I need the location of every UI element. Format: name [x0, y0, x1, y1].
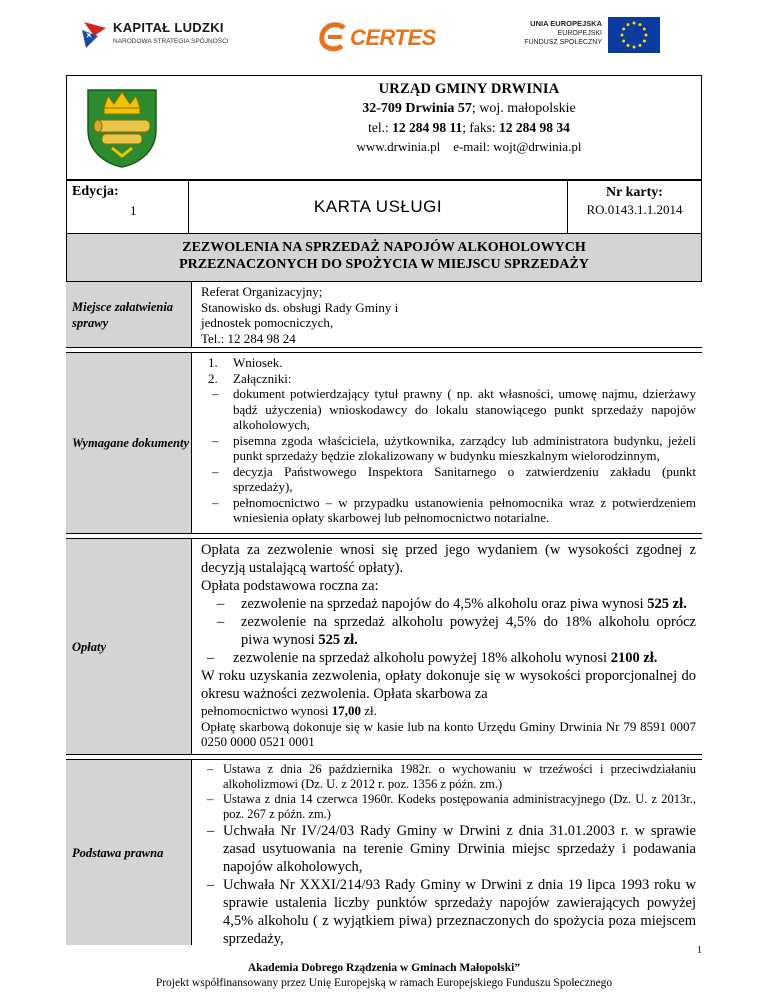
- dash-bullet: –: [217, 614, 225, 630]
- legal-text: Ustawa z dnia 26 października 1982r. o wychowaniu w trzeźwości i przeciwdziałaniu alkoholizmowi (Dz. U. z 2012 r. poz. 1356 z późn. zm.): [223, 762, 696, 791]
- office-header: [66, 75, 702, 180]
- fax-number: 12 284 98 34: [499, 120, 570, 135]
- row-legal: [66, 759, 702, 945]
- list-item: [201, 613, 696, 649]
- certes-logo: [318, 22, 436, 52]
- fees-basic: Opłata podstawowa roczna za:: [201, 578, 379, 594]
- card-number-label: Nr karty:: [606, 185, 663, 200]
- eu-line3: FUNDUSZ SPOŁECZNY: [524, 39, 602, 46]
- tel-number: 12 284 98 11: [392, 120, 463, 135]
- certes-mark-icon: [318, 22, 348, 52]
- stamp-text: pełnomocnictwo wynosi: [201, 703, 332, 718]
- legal-text: Ustawa z dnia 14 czerwca 1960r. Kodeks postępowania administracyjnego (Dz. U. z 2013r., poz. 267 z późn. zm.): [223, 792, 696, 821]
- fee-amount: 2100 zł.: [610, 650, 658, 666]
- place-content: [192, 282, 702, 347]
- documents-label: Wymagane dokumenty: [66, 353, 192, 533]
- service-title: [66, 234, 702, 282]
- list-item: [201, 371, 696, 387]
- service-title-line2: PRZEZNACZONYCH DO SPOŻYCIA W MIEJSCU SPRZEDAŻY: [179, 257, 589, 272]
- list-number: 2.: [208, 370, 218, 386]
- fee-text: zezwolenie na sprzedaż alkoholu powyżej 4,5% do 18% alkoholu oprócz piwa wynosi: [241, 614, 696, 648]
- legal-list: [201, 762, 696, 822]
- list-item: [201, 762, 696, 792]
- eu-line2: EUROPEJSKI: [557, 30, 602, 37]
- dash-bullet: –: [217, 596, 225, 612]
- legal-label: Podstawa prawna: [66, 760, 192, 945]
- card-number-cell: [567, 181, 701, 233]
- service-details: [66, 282, 702, 945]
- fees-proportional: W roku uzyskania zezwolenia, opłaty dokonuje się w wysokości proporcjonalnej do okresu ważności zezwolenia. Opłata skarbowa za: [201, 668, 696, 702]
- office-address-bold: 32-709 Drwinia 57: [362, 101, 472, 116]
- dash-bullet: –: [207, 650, 215, 666]
- email[interactable]: e-mail: wojt@drwinia.pl: [453, 139, 582, 154]
- website[interactable]: www.drwinia.pl: [356, 139, 441, 154]
- list-item-text: decyzja Państwowego Inspektora Sanitarnego o zatwierdzeniu zakładu (punkt sprzedaży),: [233, 463, 696, 494]
- dash-bullet: –: [212, 463, 219, 479]
- kapital-ludzki-logo: [80, 18, 230, 54]
- kapital-ludzki-flag-icon: [80, 20, 108, 50]
- office-name: URZĄD GMINY DRWINIA: [378, 81, 560, 97]
- list-item: [201, 464, 696, 495]
- dash-bullet: –: [212, 432, 219, 448]
- place-label: Miejsce załatwienia sprawy: [66, 282, 192, 347]
- coat-of-arms-icon: [82, 86, 162, 168]
- service-title-line1: ZEZWOLENIA NA SPRZEDAŻ NAPOJÓW ALKOHOLOWYCH: [182, 240, 586, 255]
- list-number: 1.: [208, 355, 218, 370]
- kapital-ludzki-subtitle: NARODOWA STRATEGIA SPÓJNOŚCI: [113, 38, 229, 45]
- list-item: [201, 792, 696, 822]
- footer-project-name: Akademia Dobrego Rządzenia w Gminach Małopolski”: [247, 962, 521, 974]
- dash-bullet: –: [207, 877, 215, 893]
- card-number-value: RO.0143.1.1.2014: [586, 202, 683, 217]
- fees-label: Opłaty: [66, 539, 192, 754]
- list-item-text: pełnomocnictwo – w przypadku ustanowienia pełnomocnika wraz z potwierdzeniem wniesienia opłaty skarbowej lub pełnomocnictwo notarialne.: [233, 494, 696, 525]
- card-info-row: [66, 180, 702, 234]
- stamp-amount: 17,00: [331, 703, 361, 718]
- page-number: 1: [697, 945, 702, 956]
- list-item: [201, 595, 696, 613]
- dash-bullet: –: [212, 386, 219, 401]
- place-line3: jednostek pomocniczych,: [201, 315, 334, 330]
- legal-list-2: [201, 822, 696, 948]
- list-item: [201, 649, 696, 667]
- office-address: [267, 99, 671, 118]
- fees-payment: Opłatę skarbową dokonuje się w kasie lub na konto Urzędu Gminy Drwinia Nr 79 8591 0007 0250 0000 0521 0001: [201, 718, 696, 749]
- footer-cofinancing: Projekt współfinansowany przez Unię Europejską w ramach Europejskiego Funduszu Społecznego: [155, 977, 613, 989]
- row-place: [66, 282, 702, 348]
- card-title: KARTA USŁUGI: [313, 197, 443, 216]
- eu-flag-icon: [608, 17, 660, 53]
- eu-logo: [510, 15, 660, 60]
- eu-line1: UNIA EUROPEJSKA: [530, 19, 602, 28]
- documents-content: [192, 353, 702, 533]
- stamp-currency: zł.: [360, 703, 377, 718]
- legal-text: Uchwała Nr IV/24/03 Rady Gminy w Drwini z dnia 31.01.2003 r. w sprawie zasad usytuowania na terenie Gminy Drwinia miejsc sprzedaży i podawania napojów alkoholowych,: [223, 823, 696, 875]
- list-item-text: Załączniki:: [233, 370, 292, 386]
- attachments-list: [201, 386, 696, 526]
- list-item-text: pisemna zgoda właściciela, użytkownika, zarządcy lub administratora budynku, jeżeli punkt sprzedaży będzie zlokalizowany w budynku mieszkalnym wielorodzinnym,: [233, 432, 696, 463]
- fee-amount: 525 zł.: [647, 596, 687, 612]
- dash-bullet: –: [207, 762, 214, 776]
- office-info: [267, 80, 671, 156]
- fax-label: ; faks:: [462, 120, 499, 135]
- dash-bullet: –: [212, 494, 219, 510]
- fee-text: zezwolenie na sprzedaż alkoholu powyżej 18% alkoholu wynosi: [233, 650, 611, 666]
- place-line4: Tel.: 12 284 98 24: [201, 330, 296, 346]
- fees-list: [201, 595, 696, 667]
- edition-value: 1: [130, 203, 137, 218]
- list-item: [201, 386, 696, 433]
- place-line2: Stanowisko ds. obsługi Rady Gminy i: [201, 299, 399, 315]
- list-item-text: dokument potwierdzający tytuł prawny ( np. akt własności, umowę najmu, dzierżawy bądź użyczenia) wnioskodawcy do lokalu stanowiącego punkt sprzedaży napojów alkoholowych,: [233, 386, 696, 432]
- office-address-rest: ; woj. małopolskie: [471, 101, 576, 116]
- edition-cell: [67, 181, 189, 233]
- logo-bar: [0, 0, 768, 70]
- list-item: [201, 355, 696, 371]
- row-fees: [66, 538, 702, 755]
- legal-content: [192, 760, 702, 945]
- documents-list: [201, 355, 696, 386]
- row-documents: [66, 352, 702, 534]
- fees-content: [192, 539, 702, 754]
- place-line1: Referat Organizacyjny;: [201, 284, 323, 299]
- list-item: [201, 433, 696, 464]
- office-web: [267, 137, 671, 156]
- office-phone-fax: [267, 118, 671, 137]
- fees-stamp: [201, 703, 696, 719]
- kapital-ludzki-title: KAPITAŁ LUDZKI: [113, 20, 224, 35]
- dash-bullet: –: [207, 823, 215, 839]
- list-item: [201, 822, 696, 876]
- fee-text: zezwolenie na sprzedaż napojów do 4,5% alkoholu oraz piwa wynosi: [241, 596, 648, 612]
- eu-text: [524, 19, 602, 47]
- list-item: [201, 876, 696, 948]
- list-item: [201, 495, 696, 526]
- edition-label: Edycja:: [72, 184, 119, 199]
- legal-text: Uchwała Nr XXXI/214/93 Rady Gminy w Drwini z dnia 19 lipca 1993 roku w sprawie ustalenia liczby punktów sprzedaży napojów zawierających powyżej 4,5% alkoholu ( z wyjątkiem piwa) przeznaczonych do spożycia poza miejscem sprzedaży,: [223, 877, 696, 947]
- dash-bullet: –: [207, 792, 214, 806]
- tel-label: tel.:: [368, 120, 393, 135]
- fees-intro: Opłata za zezwolenie wnosi się przed jego wydaniem (w wysokości zgodnej z decyzją ustalającą wartość opłaty).: [201, 542, 696, 576]
- certes-wordmark: CERTES: [350, 25, 436, 50]
- fee-amount: 525 zł.: [318, 632, 358, 648]
- list-item-text: Wniosek.: [233, 355, 283, 370]
